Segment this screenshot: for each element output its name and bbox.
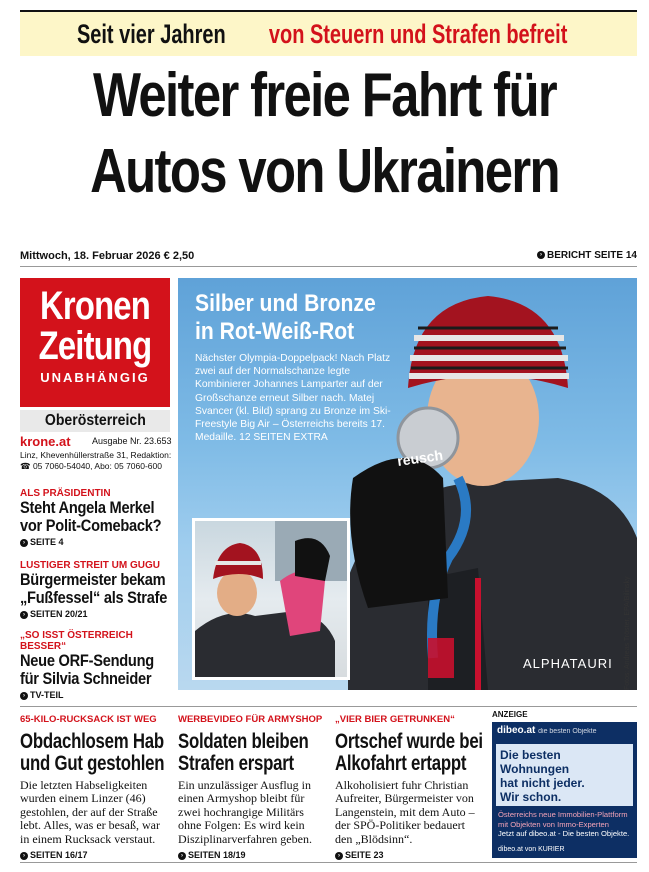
bottom-head-line: Alkofahrt ertappt bbox=[335, 752, 467, 775]
glove-text: reusch bbox=[396, 446, 444, 469]
bericht-label: BERICHT SEITE 14 bbox=[546, 250, 637, 261]
ad-slogan-line: Wir schon. bbox=[500, 790, 562, 804]
headline-line-2: Autos von Ukrainern bbox=[90, 137, 559, 206]
ad-brand: dibeo.at bbox=[497, 725, 536, 736]
address-block bbox=[20, 450, 171, 472]
photo-story-body: Nächster Olympia-Doppelpack! Nach Platz zwei auf der Normalschanze legte Kombinierer Johannes Lamparter auf der Großschanze erneut Silber nach. Matej Svancer (kl. Bild) sprang zu Bronze im Ski-Freestyle Big Air – Österreichs bereits 17. Medaille. bbox=[195, 353, 391, 444]
side-head-line: für Silvia Schneider bbox=[20, 669, 152, 688]
arrow-icon: › bbox=[20, 852, 28, 860]
bottom-ref bbox=[335, 850, 485, 860]
photo-story-text bbox=[195, 352, 400, 444]
photo-story-title[interactable] bbox=[195, 290, 376, 346]
side-head-line: Steht Angela Merkel bbox=[20, 498, 155, 517]
phone-icon: ☎ bbox=[20, 461, 33, 471]
side-head-line: Bürgermeister bekam bbox=[20, 570, 166, 589]
kicker-red-text: von Steuern und Strafen befreit bbox=[268, 18, 568, 49]
region-text: Oberösterreich bbox=[44, 412, 146, 429]
side-story-3[interactable] bbox=[20, 630, 170, 700]
bottom-story-3[interactable] bbox=[335, 714, 485, 860]
side-ref-text: SEITEN 20/21 bbox=[30, 609, 88, 619]
ad-copy-1: Österreichs neue Immobilien-Plattform mit Objekten von Immo-Experten bbox=[498, 810, 628, 829]
dateline: Mittwoch, 18. Februar 2026 € 2,50 bbox=[20, 250, 195, 262]
side-head-line: „Fußfessel“ als Strafe bbox=[20, 588, 168, 607]
bottom-head-line: Strafen erspart bbox=[178, 752, 294, 775]
photo-credit: Fotos: Andreas Tröster, EPA/Bilinsky bbox=[624, 576, 631, 690]
logo-line-1: Kronen bbox=[40, 284, 150, 328]
headline-line-1: Weiter freie Fahrt für bbox=[92, 61, 557, 130]
side-ref bbox=[20, 690, 170, 700]
ad-header bbox=[492, 722, 637, 744]
bottom-ref-text: SEITEN 18/19 bbox=[188, 850, 246, 861]
divider bbox=[20, 862, 637, 863]
arrow-icon: › bbox=[335, 852, 343, 860]
bottom-head-line: Soldaten bleiben bbox=[178, 730, 309, 753]
side-story-2[interactable] bbox=[20, 560, 170, 619]
side-kicker: ALS PRÄSIDENTIN bbox=[20, 488, 111, 499]
photo-title-line-1: Silber und Bronze bbox=[195, 290, 376, 317]
arrow-icon: › bbox=[537, 251, 545, 259]
kronen-zeitung-logo[interactable] bbox=[20, 278, 170, 407]
ad-slogan-box bbox=[496, 744, 633, 806]
photo-title-line-2: in Rot-Weiß-Rot bbox=[195, 318, 355, 345]
bottom-kicker: WERBEVIDEO FÜR ARMYSHOP bbox=[178, 714, 323, 725]
arrow-icon: › bbox=[20, 539, 28, 547]
bottom-text: Ein unzulässiger Ausflug in einen Armyshop bleibt für zwei hochrangige Militärs ohne Folgen: Es wird kein Disziplinarverfahren geben. bbox=[178, 778, 312, 846]
phone-line bbox=[20, 461, 171, 472]
dibeo-ad[interactable] bbox=[492, 722, 637, 858]
bottom-kicker: „VIER BIER GETRUNKEN“ bbox=[335, 714, 455, 725]
side-story-1[interactable] bbox=[20, 488, 170, 547]
ad-label: ANZEIGE bbox=[492, 710, 528, 719]
arrow-icon: › bbox=[20, 692, 28, 700]
side-kicker: „SO ISST ÖSTERREICH BESSER“ bbox=[20, 630, 133, 652]
ad-footer: dibeo.at von KURIER bbox=[498, 846, 565, 853]
ad-copy bbox=[498, 810, 633, 839]
bottom-ref-text: SEITEN 16/17 bbox=[30, 850, 88, 861]
bottom-ref bbox=[20, 850, 170, 860]
bericht-ref[interactable] bbox=[537, 250, 637, 261]
issue-number: Ausgabe Nr. 23.653 bbox=[92, 436, 172, 446]
side-kicker: LUSTIGER STREIT UM GUGU bbox=[20, 560, 160, 571]
main-headline[interactable] bbox=[10, 58, 639, 210]
logo-line-2: Zeitung bbox=[38, 324, 152, 368]
side-head-line: vor Polit-Comeback? bbox=[20, 516, 162, 535]
divider bbox=[20, 706, 637, 707]
inset-photo[interactable] bbox=[192, 518, 350, 680]
bottom-text: Die letzten Habseligkeiten wurden einem Linzer (46) gestohlen, der auf der Straße lebt. Alles, was er besaß, war in einem Rucksack verstaut. bbox=[20, 778, 160, 846]
side-ref-text: SEITE 4 bbox=[30, 537, 64, 547]
arrow-icon: › bbox=[178, 852, 186, 860]
arrow-icon: › bbox=[20, 611, 28, 619]
bottom-head-line: Obdachlosem Hab bbox=[20, 730, 164, 753]
bottom-story-1[interactable] bbox=[20, 714, 170, 860]
top-kicker bbox=[20, 10, 637, 56]
bottom-kicker: 65-KILO-RUCKSACK IST WEG bbox=[20, 714, 157, 725]
address-line: Linz, Khevenhüllerstraße 31, Redaktion: bbox=[20, 450, 172, 460]
kicker-black-text: Seit vier Jahren bbox=[77, 18, 227, 49]
side-ref bbox=[20, 537, 170, 547]
side-ref bbox=[20, 609, 170, 619]
ad-brand-tag: die besten Objekte bbox=[538, 728, 597, 735]
photo-story-extra: 12 SEITEN EXTRA bbox=[239, 432, 328, 444]
side-ref-text: TV-TEIL bbox=[30, 690, 64, 700]
divider bbox=[20, 266, 637, 267]
logo-line-3: UNABHÄNGIG bbox=[40, 370, 150, 385]
region-label bbox=[20, 410, 170, 432]
ad-slogan-line: hat nicht jeder. bbox=[500, 776, 585, 790]
site-link[interactable]: krone.at bbox=[20, 434, 71, 449]
side-head-line: Neue ORF-Sendung bbox=[20, 651, 154, 670]
ad-slogan-line: Die besten Wohnungen bbox=[500, 748, 570, 776]
bottom-ref bbox=[178, 850, 328, 860]
bottom-text: Alkoholisiert fuhr Christian Aufreiter, Bürgermeister von Langenstein, mit dem Auto – der SPÖ-Politiker bedauert den „Blödsinn“. bbox=[335, 778, 475, 846]
bottom-ref-text: SEITE 23 bbox=[345, 850, 384, 861]
inset-athlete-illustration bbox=[195, 521, 347, 677]
ad-copy-2: Jetzt auf dibeo.at - Die besten Objekte. bbox=[498, 829, 630, 838]
phone-text: 05 7060-54040, Abo: 05 7060-600 bbox=[32, 461, 162, 471]
jacket-text: ALPHATAURI bbox=[523, 656, 613, 671]
bottom-head-line: und Gut gestohlen bbox=[20, 752, 165, 775]
bottom-head-line: Ortschef wurde bei bbox=[335, 730, 483, 753]
bottom-story-2[interactable] bbox=[178, 714, 328, 860]
